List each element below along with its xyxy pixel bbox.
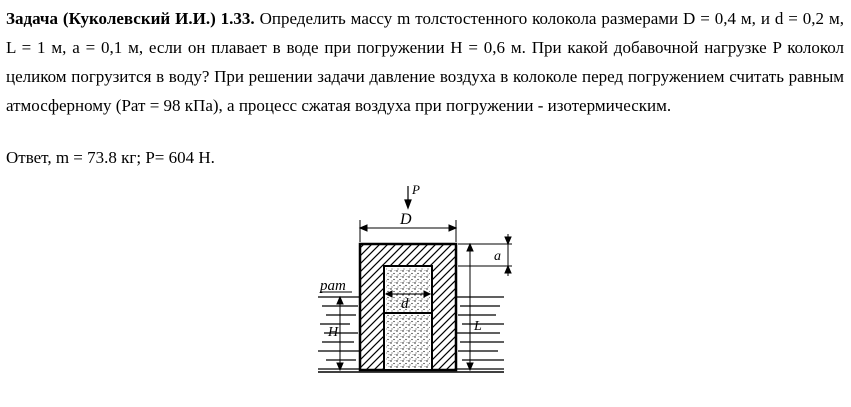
length-label: L <box>474 319 482 334</box>
wall-thickness-label: a <box>494 249 501 264</box>
wall-thickness-dimension <box>458 234 512 276</box>
problem-statement <box>6 4 844 120</box>
problem-text: Определить массу m толстостенного колокола размерами D = 0,4 м, и d = 0,2 м, L = 1 м, a = 0,1 м, если он плавает в воде при погружении H = 0,6 м. При какой добавочной нагрузке P колокол целиком погрузится в воду? При решении задачи давление воздуха в колоколе перед погружением считать равным атмосферному (Pат = 98 кПа), а процесс сжатая воздуха при погружении - изотермическим. <box>6 9 844 115</box>
problem-heading: Задача (Куколевский И.И.) 1.33. <box>6 9 255 28</box>
pressure-label: pат <box>320 278 346 294</box>
force-label: P <box>412 182 420 197</box>
force-arrow <box>405 186 411 208</box>
answer-line: Ответ, m = 73.8 кг; P= 604 Н. <box>6 148 215 167</box>
outer-diameter-label: D <box>400 211 412 228</box>
water-left <box>318 297 360 369</box>
inner-diameter-label: d <box>401 296 409 312</box>
bell-diagram-svg <box>300 180 540 402</box>
bell-diagram <box>300 180 540 402</box>
depth-label: H <box>328 325 339 340</box>
